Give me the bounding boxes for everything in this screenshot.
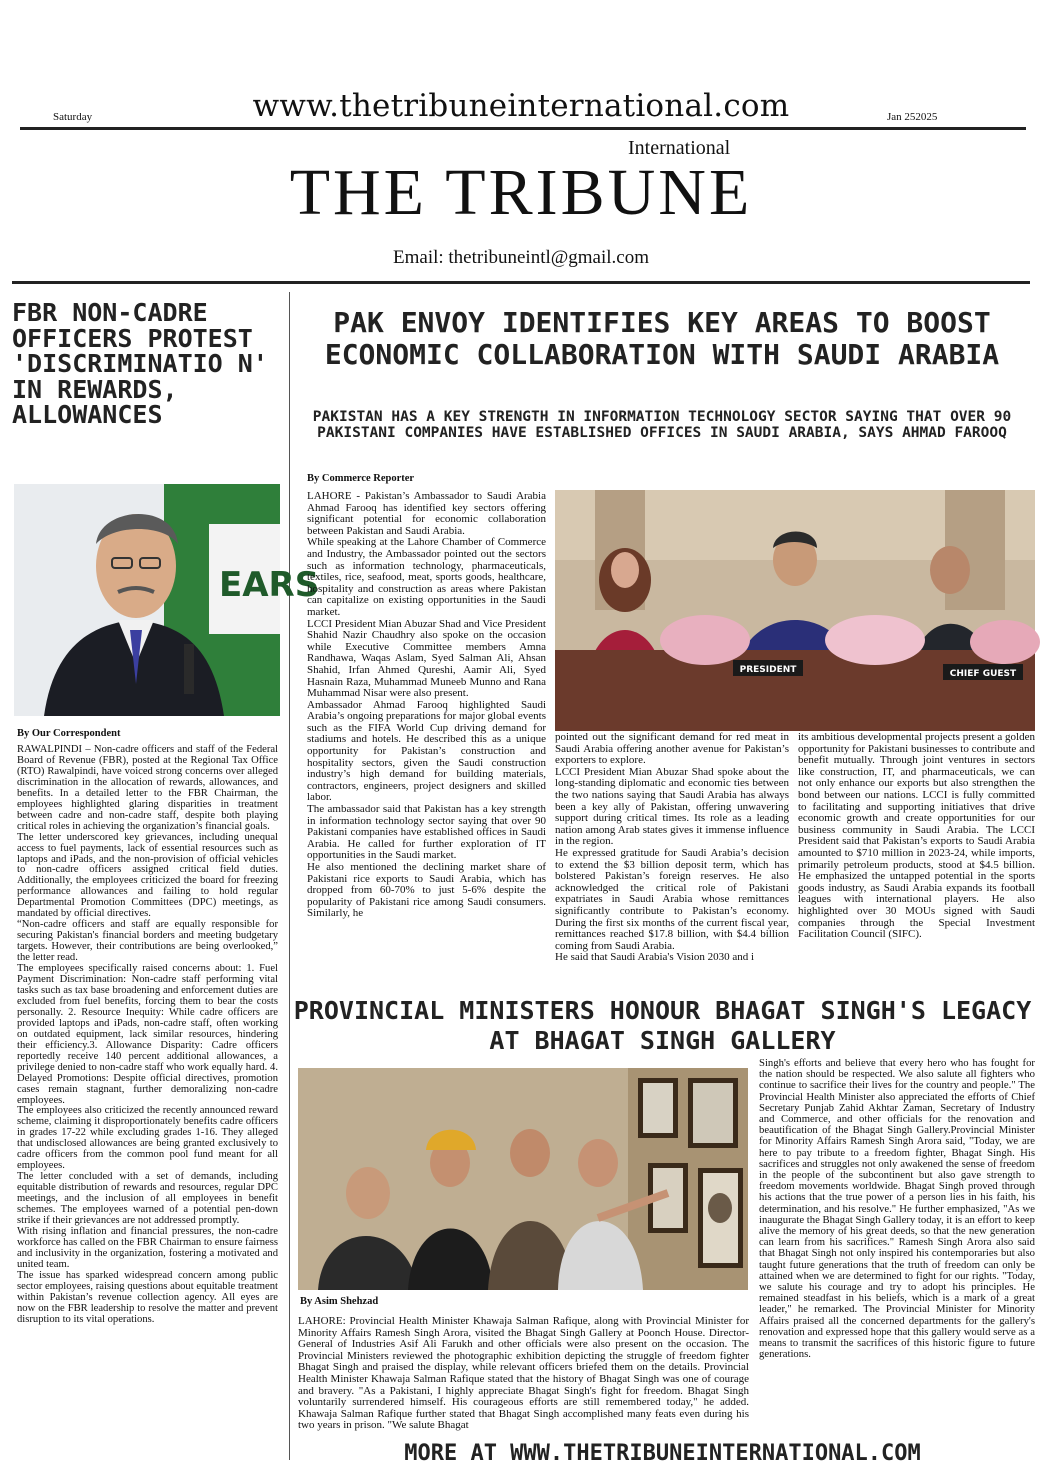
footer-more-link[interactable]: MORE AT WWW.THETRIBUNEINTERNATIONAL.COM <box>290 1441 1035 1467</box>
top-story-subhead: PAKISTAN HAS A KEY STRENGTH IN INFORMATION TECHNOLOGY SECTOR SAYING THAT OVER 90 PAKISTANI COMPANIES HAVE ESTABLISHED OFFICES IN SAUDI ARABIA, SAYS AHMAD FAROOQ <box>312 409 1012 441</box>
bottom-story-body-left: LAHORE: Provincial Health Minister Khawaja Salman Rafique, along with Provincial Minister for Minority Affairs Ramesh Singh Arora, visited the Bhagat Singh Gallery at Poonch House. Director-General of Industries Asif Ali Farukh and other officials were also present on the occasion. The Provincial Ministers reviewed the photographic exhibition depicting the struggle of freedom fighter Bhagat Singh and praised the display, while relevant officers briefed them on the details. Provincial Health Minister Khawaja Salman Rafique stated that the history of Bhagat Singh was one of courage and bravery. "As a Pakistani, I highly appreciate Bhagat Singh's fight for freedom. Bhagat Singh voluntarily surrendered himself. His courageous efforts are still remembered today," he added. Khawaja Salman Rafique further stated that Bhagat Singh accomplished many feats even during his two years in prison. "We salute Bhagat <box>298 1315 749 1432</box>
left-story-photo <box>14 484 320 716</box>
issue-date: Jan 252025 <box>887 111 938 123</box>
edition-label: International <box>628 137 731 159</box>
issue-day: Saturday <box>53 111 93 123</box>
photo-sign-text: EARS <box>219 565 320 605</box>
top-story-col1: LAHORE - Pakistan’s Ambassador to Saudi Arabia Ahmad Farooq has identified key sectors offering significant potential for economic collaboration between Pakistan and Saudi Arabia. While speaking at the Lahore Chamber of Commerce and Industry, the Ambassador pointed out the sectors such as information technology, pharmaceuticals, textiles, rice, seafood, meat, sports goods, healthcare, hospitality and construction as areas where Pakistan can capitalize on existing opportunities in the Saudi market. LCCI President Mian Abuzar Shad and Vice President Shahid Nazir Chaudhry also spoke on the occasion while Executive Committee members Amna Randhawa, Waqas Aslam, Syed Salman Ali, Ahsan Shahid, Irfan Ahmed Qureshi, Aamir Ali, Syed Hasnain Raza, Muhammad Muneeb Munno and Rana Muhammad Nisar were also present. Ambassador Ahmad Farooq highlighted Saudi Arabia’s ongoing preparations for major global events such as the FIFA World Cup driving demand for stadiums and hotels. He described this as a unique opportunity for Pakistan’s construction and hospitality sectors, given the Saudi construction industry’s high demand for building materials, contractors, engineers, project designers and skilled labor. The ambassador said that Pakistan has a key strength in information technology sector saying that over 90 Pakistani companies have established offices in Saudi Arabia. He called for further exploration of IT opportunities in the Saudi market. He also mentioned the declining market share of Pakistani rice exports to Saudi Arabia, which has dropped from 60-70% to just 5-6% despite the popularity of Pakistani rice among Saudi consumers. Similarly, he <box>307 490 546 920</box>
bottom-story-headline: PROVINCIAL MINISTERS HONOUR BHAGAT SINGH'S LEGACY AT BHAGAT SINGH GALLERY <box>293 996 1032 1055</box>
bottom-story-byline: By Asim Shehzad <box>300 1296 379 1307</box>
photo-label-president: PRESIDENT <box>739 665 797 675</box>
masthead-title: THE TRIBUNE <box>289 156 753 229</box>
website-url[interactable]: www.thetribuneinternational.com <box>252 88 790 124</box>
top-story-col3: its ambitious developmental projects present a golden opportunity for Pakistani businesses to contribute and benefit mutually. Through joint ventures in sectors like construction, IT, and pharmaceuticals, we can not only enhance our exports but also strengthen the bond between our nations. LCCI is fully committed to facilitating and supporting initiatives that drive economic growth and create opportunities for our business community in Saudi Arabia. The LCCI President said that Pakistan’s exports to Saudi Arabia amounted to $710 million in 2023-24, while imports, primarily petroleum products, stood at $4.5 billion. He emphasized the untapped potential in the sports goods industry, as Saudi Arabia expands its football leagues with international players. He also highlighted over 30 MOUs signed with Saudi companies through the Special Investment Facilitation Council (SIFC). <box>798 731 1035 941</box>
bottom-story-body-right: Singh's efforts and believe that every hero who has fought for the nation should be respected. We also salute all fighters who continue to sacrifice their lives for the country and people." The Provincial Health Minister also appreciated the efforts of Chief Secretary Punjab Zahid Akhtar Zaman, Secretary of Industry and Commerce, and other officials for the renovation and beautification of the Bhagat Singh Gallery.Provincial Minister for Minority Affairs Ramesh Singh Arora said, "Today, we are here to pay tribute to a freedom fighter, Bhagat Singh. His sacrifices and struggles not only awakened the sense of freedom in the people of the subcontinent but also gave strength to freedom movements worldwide. Bhagat Singh proved through his actions that the true power of a person lies in his faith, his determination, and his resolve." He further emphasized, "As we inaugurate the Bhagat Singh Gallery today, it is an effort to keep alive the memory of his great deeds, so that the new generation can learn from his sacrifices." Ramesh Singh Arora also said that Bhagat Singh not only inspired his contemporaries but also taught future generations that the truth of freedom can only be attained when we are determined to fight for our rights. "Today, we salute his courage and try to adopt his principles. He remained steadfast in his beliefs, which is a mark of a great leader," he remarked. The Provincial Minister for Minority Affairs praised all the concerned departments for the gallery's renovation and expressed hope that this gallery would serve as a means to transmit the sacrifices of this historic figure to future generations. <box>759 1057 1035 1361</box>
left-story-headline: FBR NON-CADRE OFFICERS PROTEST 'DISCRIMINATIO N' IN REWARDS, ALLOWANCES <box>12 298 268 429</box>
top-story-byline: By Commerce Reporter <box>307 473 415 484</box>
contact-email[interactable]: Email: thetribuneintl@gmail.com <box>393 247 649 268</box>
top-story-col2: pointed out the significant demand for red meat in Saudi Arabia offering another avenue for Pakistan’s exporters to explore. LCCI President Mian Abuzar Shad spoke about the long-standing diplomatic and economic ties between the two nations saying that Saudi Arabia has always been a key ally of Pakistan, offering unwavering support during critical times. Its role as a leading nation among Arab states gives it immense influence in the region. He expressed gratitude for Saudi Arabia’s decision to extend the $3 billion deposit term, which has bolstered Pakistan’s foreign reserves. He also acknowledged the critical role of Pakistani expatriates in Saudi Arabia whose remittances significantly contribute to Pakistan’s economy. During the first six months of the current fiscal year, remittances reached $17.8 billion, with $4.4 billion coming from Saudi Arabia. He said that Saudi Arabia's Vision 2030 and i <box>555 731 789 964</box>
column-divider <box>289 292 290 1460</box>
top-story-photo <box>555 490 1035 731</box>
header-rule-top <box>20 127 1026 130</box>
left-story-body: RAWALPINDI – Non-cadre officers and staff of the Federal Board of Revenue (FBR), posted at the Regional Tax Office (RTO) Rawalpindi, have voiced strong concerns over alleged discrimination in the allocation of rewards, allowances, and benefits. In a detailed letter to the FBR Chairman, the employees highlighted glaring disparities in treatment between cadre and non-cadre staff, despite both playing critical roles in achieving the organization’s financial goals. The letter underscored key grievances, including unequal access to fuel payments, lack of essential resources such as laptops and iPads, and the non-provision of official vehicles to non-cadre officers assigned critical field duties. Additionally, the employees criticized the board for freezing performance allowances and failing to hold regular Departmental Promotion Committees (DPC) meetings, as mandated by official directives. “Non-cadre officers and staff are equally responsible for securing Pakistan's financial borders and meeting budgetary targets. However, their contributions are being overlooked,” the letter read. The employees specifically raised concerns about: 1. Fuel Payment Discrimination: Non-cadre staff performing vital tasks such as tax base broadening and enforcement duties are excluded from fuel benefits, forcing them to bear the costs personally. 2. Resource Inequity: While cadre officers are provided laptops and iPads, non-cadre staff, often working on outdated equipment, lack similar resources, hindering their efficiency.3. Allowance Disparity: Cadre officers reportedly receive 140 percent additional allowances, a privilege denied to non-cadre staff who work equally hard. 4. Delayed Promotions: Despite official directives, promotion cases remain stagnant, further demoralizing non-cadre employees. The employees also criticized the recently announced reward scheme, claiming it disproportionately benefits cadre officers in grades 17-22 while excluding grades 1-16. They alleged that undisclosed allowances are being granted exclusively to cadre officers from the common pool fund meant for all employees. The letter concluded with a set of demands, including equitable distribution of rewards and resources, regular DPC meetings, and the inclusion of all employees in benefit schemes. The employees warned of a potential pen-down strike if their grievances are not addressed promptly. With rising inflation and financial pressures, the non-cadre workforce has called on the FBR Chairman to ensure fairness and inclusivity in the organization, fostering a motivated and united team. The issue has sparked widespread concern among public sector employees, raising questions about equitable treatment within Pakistan’s revenue collection agency. All eyes are now on the FBR leadership to resolve the matter and prevent disruption to its vital operations. <box>17 744 278 1325</box>
top-story-headline: PAK ENVOY IDENTIFIES KEY AREAS TO BOOST ECONOMIC COLLABORATION WITH SAUDI ARABIA <box>324 306 1000 371</box>
photo-label-chief-guest: CHIEF GUEST <box>949 669 1017 679</box>
header-rule-bottom <box>12 281 1030 284</box>
left-story-byline: By Our Correspondent <box>17 728 121 739</box>
bottom-story-photo <box>298 1068 748 1290</box>
